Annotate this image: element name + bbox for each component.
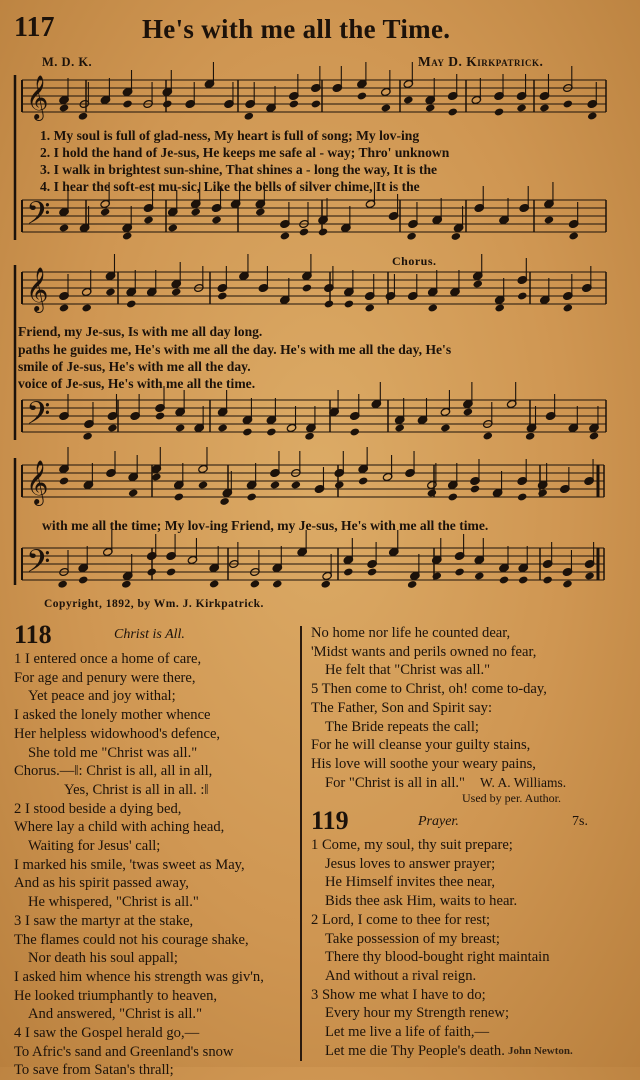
note-head	[494, 303, 504, 312]
note-head	[563, 99, 573, 108]
note-head	[448, 492, 458, 501]
note-head	[270, 480, 280, 489]
note-head	[584, 571, 594, 580]
text-line: I marked his smile, 'twas sweet as May,	[14, 856, 245, 873]
note-head	[454, 567, 464, 576]
note-head	[525, 432, 535, 441]
text-line: Her helpless widowhood's defence,	[14, 725, 221, 742]
note-head	[311, 99, 321, 108]
note-head	[589, 431, 599, 440]
note-head	[122, 231, 132, 240]
note-head	[364, 303, 374, 312]
second-line-4: voice of Je-sus, He's with me all the time.	[18, 376, 256, 391]
note-head	[211, 215, 221, 224]
note-head	[427, 488, 437, 497]
note-head	[358, 476, 368, 485]
note-head	[168, 223, 178, 232]
note-head	[280, 231, 290, 240]
text-line: Bids thee ask Him, waits to hear.	[325, 893, 518, 910]
note-head	[166, 567, 176, 576]
text-line: The flames could not his courage shake,	[14, 931, 249, 948]
note-head	[568, 231, 578, 240]
text-line: The Father, Son and Spirit say:	[311, 699, 493, 716]
hymn-117-initials: M. D. K.	[42, 55, 93, 69]
copyright: Copyright, 1892, by Wm. J. Kirkpatrick.	[44, 598, 264, 610]
note-head	[217, 291, 227, 300]
text-line: Waiting for Jesus' call;	[28, 838, 161, 855]
note-head	[343, 567, 353, 576]
note-head	[57, 580, 67, 589]
note-head	[190, 207, 200, 216]
note-head	[244, 112, 254, 121]
bass-clef: 𝄢	[26, 395, 51, 439]
hymn-119-number: 119	[311, 806, 349, 835]
note-head	[198, 480, 208, 489]
note-head	[451, 232, 461, 241]
text-line: There thy blood-bought right maintain	[325, 949, 550, 966]
note-head	[318, 227, 328, 236]
text-line: Take possession of my breast;	[325, 930, 500, 947]
note-head	[334, 480, 344, 489]
text-line: 3 Show me what I have to do;	[311, 986, 486, 1003]
text-line: Yes, Christ is all in all. :‖	[64, 781, 209, 798]
note-head	[517, 291, 527, 300]
note-head	[81, 303, 91, 312]
note-head	[394, 423, 404, 432]
text-line: 3 I saw the martyr at the stake,	[14, 912, 194, 929]
text-line: 5 Then come to Christ, oh! come to-day,	[311, 681, 547, 698]
note-head	[143, 215, 153, 224]
text-line: He whispered, "Christ is all."	[28, 894, 199, 911]
hymn-119-meter: 7s.	[572, 814, 588, 829]
note-head	[219, 497, 229, 506]
note-head	[291, 480, 301, 489]
second-line-2: paths he guides me, He's with me all the day. He's with me all the day, He's	[18, 342, 452, 357]
note-head	[499, 575, 509, 584]
note-head	[406, 232, 416, 241]
treble-clef: 𝄞	[26, 460, 49, 504]
hymn-117-author: May D. Kirkpatrick.	[418, 54, 544, 69]
note-head	[516, 103, 526, 112]
note-head	[539, 103, 549, 112]
note-head	[302, 283, 312, 292]
hymn-118-permission: Used by per. Author.	[462, 791, 561, 805]
note-head	[367, 567, 377, 576]
note-head	[472, 279, 482, 288]
text-line: For "Christ is all in all."	[325, 774, 466, 791]
text-line: 'Midst wants and perils owned no fear,	[311, 643, 537, 660]
text-line: And as his spirit passed away,	[14, 875, 189, 892]
text-line: He looked triumphantly to heaven,	[14, 987, 218, 1004]
note-head	[289, 99, 299, 108]
note-head	[428, 303, 438, 312]
hymn-119-title: Prayer.	[418, 814, 459, 829]
treble-clef: 𝄞	[26, 75, 49, 119]
note-head	[562, 579, 572, 588]
hymn-117-title: He's with me all the Time.	[142, 14, 451, 44]
note-head	[403, 95, 413, 104]
note-head	[250, 579, 260, 588]
note-head	[563, 303, 573, 312]
note-head	[518, 575, 528, 584]
text-line: He felt that "Christ was all."	[325, 662, 491, 679]
note-head	[128, 488, 138, 497]
note-head	[122, 99, 132, 108]
hymn-118-number: 118	[14, 620, 52, 649]
note-head	[344, 299, 354, 308]
bass-clef: 𝄢	[26, 543, 51, 587]
second-line-3: smile of Je-sus, He's with me all the day.	[18, 359, 251, 374]
note-head	[474, 571, 484, 580]
note-head	[470, 484, 480, 493]
note-head	[242, 427, 252, 436]
text-line: Nor death his soul appall;	[28, 950, 178, 967]
hymn-118-title: Christ is All.	[114, 627, 185, 642]
note-head	[272, 579, 282, 588]
hymn-119-author: John Newton.	[508, 1045, 573, 1057]
note-head	[432, 571, 442, 580]
note-head	[107, 423, 117, 432]
text-line: Yet peace and joy withal;	[28, 688, 176, 705]
text-line: She told me "Christ was all."	[28, 744, 198, 761]
text-line: To save from Satan's thrall;	[14, 1062, 174, 1079]
note-head	[147, 567, 157, 576]
note-head	[59, 223, 69, 232]
note-head	[105, 287, 115, 296]
note-head	[121, 580, 131, 589]
note-head	[494, 107, 504, 116]
text-line: Let me live a life of faith,—	[325, 1024, 490, 1041]
text-line: No home nor life he counted dear,	[311, 625, 511, 641]
text-line: For age and penury were there,	[14, 669, 196, 686]
note-head	[162, 99, 172, 108]
note-head	[246, 492, 256, 501]
text-line: I asked him whence his strength was giv'n,	[14, 968, 264, 985]
text-line: 2 I stood beside a dying bed,	[14, 800, 182, 817]
note-head	[266, 427, 276, 436]
note-head	[59, 303, 69, 312]
note-head	[483, 431, 493, 440]
note-head	[171, 287, 181, 296]
note-head	[217, 423, 227, 432]
chorus-label: Chorus.	[392, 254, 437, 268]
text-line: For he will cleanse your guilty stains,	[311, 737, 531, 754]
hymn-117-number: 117	[14, 12, 55, 43]
note-head	[255, 207, 265, 216]
note-head	[82, 432, 92, 441]
verse-line-3: 3. I walk in brightest sun-shine, That shines a - long the way, It is the	[40, 162, 438, 177]
note-head	[407, 580, 417, 589]
text-line: I asked the lonely mother whence	[14, 707, 211, 724]
text-line: 4 I saw the Gospel herald go,—	[14, 1025, 200, 1042]
text-line: Every hour my Strength renew;	[325, 1005, 509, 1022]
note-head	[174, 492, 184, 501]
verse-line-1: 1. My soul is full of glad-ness, My heart is full of song; My lov-ing	[40, 128, 420, 143]
note-head	[126, 299, 136, 308]
verse-line-2: 2. I hold the hand of Je-sus, He keeps me safe al - way; Thro' unknown	[40, 145, 450, 160]
note-head	[155, 411, 165, 420]
note-head	[78, 112, 88, 121]
note-head	[542, 575, 552, 584]
second-line-1: Friend, my Je-sus, Is with me all day long.	[18, 324, 263, 339]
note-head	[59, 476, 69, 485]
hymn-118-left-column	[14, 650, 264, 1080]
note-head	[463, 407, 473, 416]
bass-clef: 𝄢	[26, 195, 51, 239]
text-line: His love will soothe your weary pains,	[311, 755, 536, 772]
text-line: 1 I entered once a home of care,	[14, 651, 202, 667]
treble-clef: 𝄞	[26, 267, 49, 311]
hymn-118-author: W. A. Williams.	[480, 775, 567, 790]
note-head	[350, 427, 360, 436]
text-line: And without a rival reign.	[325, 967, 477, 984]
note-head	[78, 575, 88, 584]
note-head	[440, 423, 450, 432]
text-line: And answered, "Christ is all."	[28, 1006, 203, 1023]
text-line: The Bride repeats the call;	[325, 718, 479, 735]
text-line: He Himself invites thee near,	[325, 874, 496, 891]
column-divider	[300, 626, 302, 1061]
note-head	[537, 488, 547, 497]
note-head	[304, 432, 314, 441]
note-head	[425, 103, 435, 112]
chorus-line: with me all the time; My lov-ing Friend, my Je-sus, He's with me all the time.	[42, 518, 489, 533]
note-head	[321, 580, 331, 589]
text-line: Where lay a child with aching head,	[14, 819, 225, 836]
hymn-118-right-column	[311, 624, 547, 792]
note-head	[447, 107, 457, 116]
note-head	[544, 215, 554, 224]
text-line: To Afric's sand and Greenland's snow	[14, 1043, 234, 1060]
text-line: Chorus.—‖: Christ is all, all in all,	[14, 763, 213, 780]
text-line: Jesus loves to answer prayer;	[325, 855, 496, 872]
note-head	[175, 423, 185, 432]
verse-line-4: 4. I hear the soft-est mu-sic, Like the bells of silver chime, It is the	[40, 179, 420, 194]
note-head	[517, 492, 527, 501]
note-head	[587, 111, 597, 120]
text-line: Let me die Thy People's death.	[325, 1042, 505, 1059]
note-head	[299, 227, 309, 236]
note-head	[209, 579, 219, 588]
note-head	[381, 103, 391, 112]
note-head	[357, 91, 367, 100]
note-head	[59, 103, 69, 112]
note-head	[324, 299, 334, 308]
note-head	[100, 207, 110, 216]
hymn-119-text	[311, 836, 550, 1060]
text-line: 1 Come, my soul, thy suit prepare;	[311, 837, 513, 853]
text-line: 2 Lord, I come to thee for rest;	[311, 911, 491, 928]
